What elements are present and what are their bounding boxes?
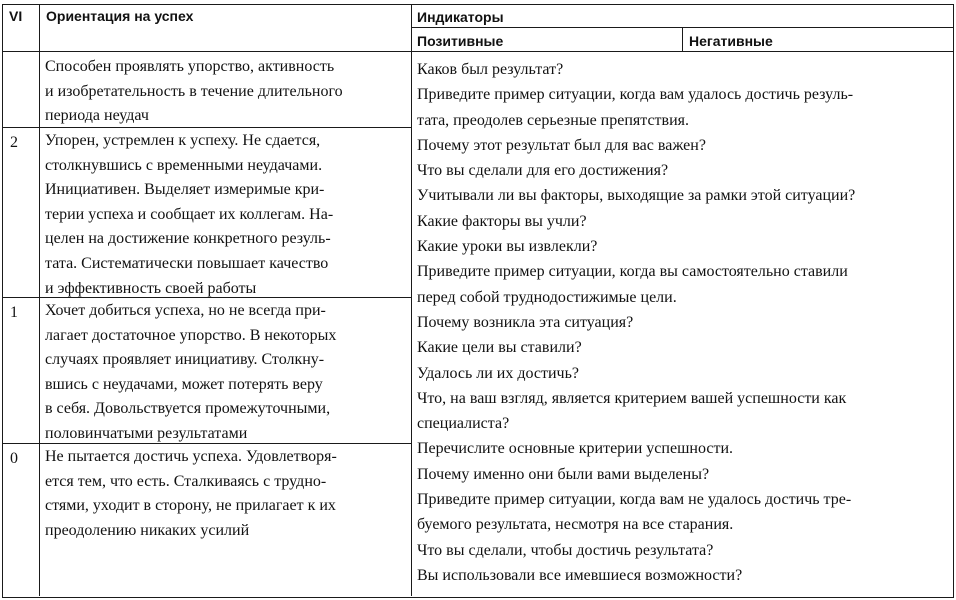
level-description-line: Способен проявлять упорство, активность [45, 58, 335, 75]
col-divider-score [39, 5, 40, 596]
question-line: Какие цели вы ставили? [417, 339, 582, 357]
question-line: Что вы сделали для его достижения? [417, 162, 669, 180]
level-description-line: лагает достаточное упорство. В некоторых [45, 326, 337, 344]
level-score: 1 [10, 304, 18, 321]
level-description-line: Инициативен. Выделяет измеримые кри- [45, 181, 325, 199]
question-line: Какие уроки вы извлекли? [417, 238, 598, 256]
level-score: 0 [10, 450, 18, 467]
question-line: Почему возникла эта ситуация? [417, 313, 634, 331]
level-description-line: Не пытается достичь успеха. Удовлетворя- [45, 448, 337, 465]
level-description-line: в себя. Довольствуется промежуточными, [45, 400, 331, 418]
level-description-line: терии успеха и сообщает их коллегам. На- [45, 205, 334, 223]
question-line: Почему этот результат был для вас важен? [417, 136, 706, 154]
level-description-line: преодолению никаких усилий [45, 521, 250, 539]
header-negative: Негативные [689, 33, 773, 49]
indicator-questions [417, 57, 951, 588]
question-line: Приведите пример ситуации, когда вы самостоятельно ставили [417, 263, 848, 281]
level-description-line: ется тем, что есть. Сталкиваясь с трудно- [45, 472, 327, 490]
level-description [45, 129, 333, 301]
header-row-divider [3, 51, 954, 52]
question-line: Какие факторы вы учли? [417, 212, 587, 230]
level-description [45, 445, 337, 543]
header-indicators: Индикаторы [417, 9, 504, 25]
question-line: буемого результата, несмотря на все старания. [417, 516, 734, 534]
question-line: Учитывали ли вы факторы, выходящие за рамки этой ситуации? [417, 187, 856, 205]
question-line: Почему именно они были вами выделены? [417, 465, 710, 483]
question-line: Перечислите основные критерии успешности. [417, 440, 733, 458]
level-description-line: половинчатыми результатами [45, 424, 248, 442]
question-line: специалиста? [417, 415, 510, 433]
header-positive: Позитивные [417, 33, 504, 49]
question-line: Удалось ли их достичь? [417, 364, 579, 382]
level-description [45, 55, 343, 129]
question-line: Вы использовали все имевшиеся возможности? [417, 566, 743, 584]
question-line: Каков был результат? [417, 61, 564, 78]
question-line: Приведите пример ситуации, когда вам удалось достичь резуль- [417, 86, 854, 104]
question-line: тата, преодолев серьезные препятствия. [417, 111, 690, 129]
level-description-line: тата. Систематически повышает качество [45, 254, 329, 272]
level-description-line: стями, уходит в сторону, не прилагает к их [45, 497, 336, 515]
level-description-line: Упорен, устремлен к успеху. Не сдается, [45, 132, 321, 149]
question-line: Приведите пример ситуации, когда вам не удалось достичь тре- [417, 491, 852, 509]
level-description-line: и эффективность своей работы [45, 279, 257, 297]
level-description-line: столкнувшись с временными неудачами. [45, 156, 323, 174]
header-row-divider-inner [411, 27, 954, 28]
level-description-line: целен на достижение конкретного резуль- [45, 230, 331, 248]
competency-table [2, 4, 954, 598]
col-divider-indicators [411, 5, 412, 596]
header-level: VI [9, 8, 23, 24]
level-description [45, 299, 336, 447]
level-description-line: Хочет добиться успеха, но не всегда при- [45, 302, 326, 319]
header-title: Ориентация на успех [46, 8, 194, 24]
level-description-line: вшись с неудачами, может потерять веру [45, 375, 323, 393]
col-divider-positive-negative [682, 27, 683, 51]
level-description-line: периода неудач [45, 107, 149, 125]
question-line: Что вы сделали, чтобы достичь результата? [417, 541, 714, 559]
level-description-line: случаях проявляет инициативу. Столкну- [45, 351, 325, 369]
level-score: 2 [10, 134, 18, 151]
question-line: Что, на ваш взгляд, является критерием вашей успешности как [417, 389, 847, 407]
question-line: перед собой труднодостижимые цели. [417, 288, 677, 306]
level-description-line: и изобретательность в течение длительного [45, 82, 343, 100]
